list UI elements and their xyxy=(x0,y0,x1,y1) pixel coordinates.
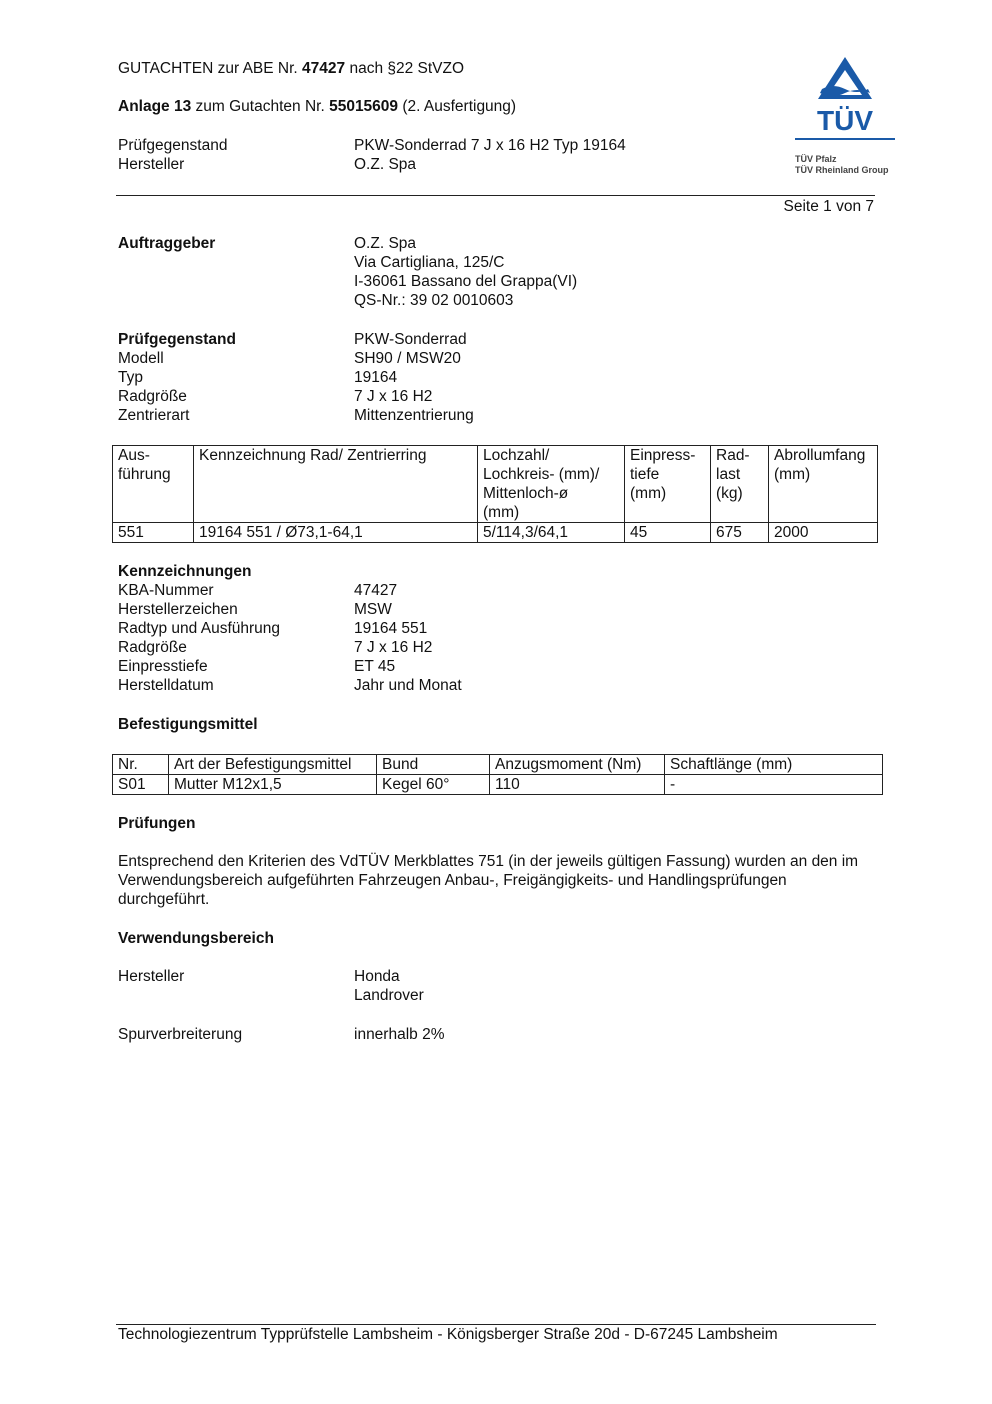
logo-line1: TÜV Pfalz xyxy=(795,154,837,164)
fixings-title: Befestigungsmittel xyxy=(118,716,258,733)
table-cell: 2000 xyxy=(769,523,878,543)
markings-block xyxy=(118,562,462,695)
table-header-row xyxy=(113,755,883,775)
usage-maker-item: Honda xyxy=(354,968,400,985)
table-cell: 5/114,3/64,1 xyxy=(478,523,625,543)
marking-value: 7 J x 16 H2 xyxy=(354,639,433,656)
marking-value: ET 45 xyxy=(354,658,396,675)
table-header-cell: Art der Befestigungsmittel xyxy=(169,755,377,775)
client-line: I-36061 Bassano del Grappa(VI) xyxy=(354,273,578,290)
table-cell: - xyxy=(665,775,883,795)
fixings-table xyxy=(112,754,883,795)
subject-row-value: PKW-Sonderrad xyxy=(354,331,467,348)
tests-paragraph: Entsprechend den Kriterien des VdTÜV Merkblattes 751 (in der jeweils gültigen Fassung) wurden an den im Verwendungsbereich aufgeführten Fahrzeugen Anbau-, Freigängigkeits- und Handlingsprüfungen durchgeführt. xyxy=(118,853,859,908)
maker-label: Hersteller xyxy=(118,156,185,173)
table-cell: 45 xyxy=(625,523,711,543)
client-label: Auftraggeber xyxy=(118,235,216,252)
marking-value: MSW xyxy=(354,601,392,618)
usage-makers xyxy=(118,967,424,1005)
track-label: Spurverbreiterung xyxy=(118,1026,243,1043)
tuv-logo xyxy=(793,55,897,177)
subject-value: PKW-Sonderrad 7 J x 16 H2 Typ 19164 xyxy=(354,137,626,154)
usage-maker-label: Hersteller xyxy=(118,968,185,985)
marking-label: Einpresstiefe xyxy=(118,658,208,675)
table-header-cell: Kennzeichnung Rad/ Zentrierring xyxy=(194,446,478,523)
table-cell: 551 xyxy=(113,523,194,543)
usage-title: Verwendungsbereich xyxy=(118,930,274,947)
logo-wordmark: TÜV xyxy=(817,105,873,136)
table-row xyxy=(113,523,878,543)
table-header-row xyxy=(113,446,878,523)
wheel-table xyxy=(112,445,878,543)
table-cell: 110 xyxy=(490,775,665,795)
table-header-cell: Anzugsmoment (Nm) xyxy=(490,755,665,775)
subject-row-value: 19164 xyxy=(354,369,398,386)
table-header-cell: Aus- führung xyxy=(113,446,194,523)
marking-label: KBA-Nummer xyxy=(118,582,214,599)
table-cell: 675 xyxy=(711,523,769,543)
client-line: Via Cartigliana, 125/C xyxy=(354,254,505,271)
subject-block xyxy=(118,330,474,425)
table-row xyxy=(113,775,883,795)
markings-title: Kennzeichnungen xyxy=(118,563,252,580)
logo-line2: TÜV Rheinland Group xyxy=(795,165,889,175)
footer-address: Technologiezentrum Typprüfstelle Lambsheim - Königsberger Straße 20d - D-67245 Lambsheim xyxy=(118,1326,778,1343)
page-number: Seite 1 von 7 xyxy=(783,198,874,215)
subject-row-label: Radgröße xyxy=(118,388,187,405)
table-header-cell: Schaftlänge (mm) xyxy=(665,755,883,775)
table-cell: 19164 551 / Ø73,1-64,1 xyxy=(194,523,478,543)
table-header-cell: Rad- last (kg) xyxy=(711,446,769,523)
subject-row-value: 7 J x 16 H2 xyxy=(354,388,433,405)
marking-value: 19164 551 xyxy=(354,620,428,637)
subject-row-label: Prüfgegenstand xyxy=(118,331,236,348)
subject-row-label: Typ xyxy=(118,369,143,386)
subject-row-value: Mittenzentrierung xyxy=(354,407,474,424)
subject-row-label: Modell xyxy=(118,350,164,367)
report-title: GUTACHTEN zur ABE Nr. 47427 nach §22 StVZO xyxy=(118,60,465,77)
marking-label: Herstelldatum xyxy=(118,677,214,694)
header-meta xyxy=(118,136,626,174)
marking-value: Jahr und Monat xyxy=(354,677,462,694)
table-header-cell: Bund xyxy=(377,755,490,775)
usage-maker-item: Landrover xyxy=(354,987,424,1004)
table-cell: Mutter M12x1,5 xyxy=(169,775,377,795)
client-line: O.Z. Spa xyxy=(354,235,417,252)
annex-title: Anlage 13 zum Gutachten Nr. 55015609 (2. Ausfertigung) xyxy=(118,98,517,115)
track-value: innerhalb 2% xyxy=(354,1026,445,1043)
table-header-cell: Lochzahl/ Lochkreis- (mm)/ Mittenloch-ø (mm) xyxy=(478,446,625,523)
marking-label: Herstellerzeichen xyxy=(118,601,238,618)
marking-label: Radtyp und Ausführung xyxy=(118,620,281,637)
table-header-cell: Nr. xyxy=(113,755,169,775)
marking-label: Radgröße xyxy=(118,639,187,656)
subject-label: Prüfgegenstand xyxy=(118,137,228,154)
client-line: QS-Nr.: 39 02 0010603 xyxy=(354,292,514,309)
maker-value: O.Z. Spa xyxy=(354,156,417,173)
tests-title: Prüfungen xyxy=(118,815,196,832)
table-cell: S01 xyxy=(113,775,169,795)
usage-track xyxy=(118,1025,444,1044)
subject-row-label: Zentrierart xyxy=(118,407,190,424)
tuv-triangle-logo-icon xyxy=(793,55,897,177)
header-rule xyxy=(116,195,875,196)
table-header-cell: Einpress- tiefe (mm) xyxy=(625,446,711,523)
client-block xyxy=(118,234,577,310)
table-header-cell: Abrollumfang (mm) xyxy=(769,446,878,523)
marking-value: 47427 xyxy=(354,582,398,599)
table-cell: Kegel 60° xyxy=(377,775,490,795)
subject-row-value: SH90 / MSW20 xyxy=(354,350,461,367)
